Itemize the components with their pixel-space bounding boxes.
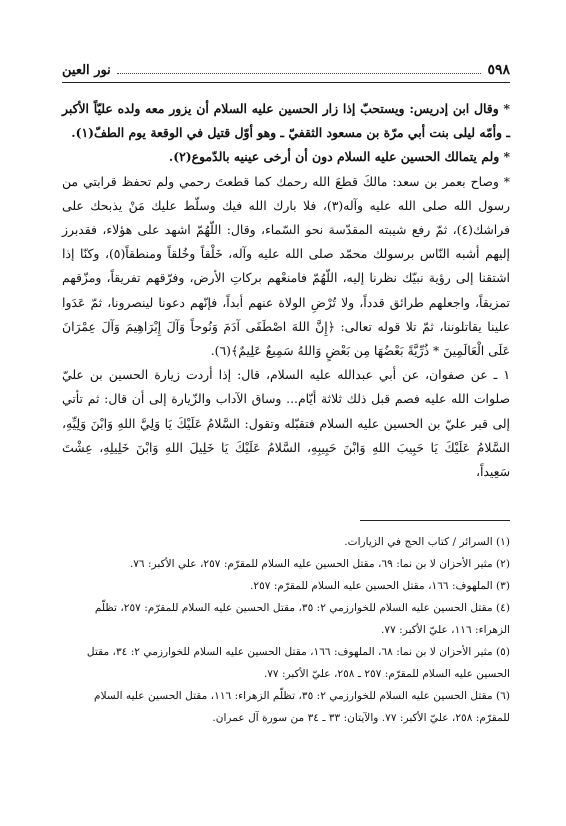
footnote: (١) السرائر / كتاب الحج في الزيارات. — [344, 536, 510, 549]
main-text — [62, 97, 510, 484]
book-title: نور العين — [62, 63, 111, 78]
footnote-separator — [360, 520, 510, 521]
paragraph-tears: * ولم يتمالك الحسين عليه السلام دون أن أرخى عينيه بالدّموع(٢). — [168, 149, 510, 165]
header-dot-leader — [117, 72, 482, 74]
running-header — [62, 62, 510, 83]
footnote: (٥) مثير الأحزان لا بن نما: ٦٨، الملهوف: ١٦٦، مقتل الحسين عليه السلام للخوارزمي ٢: ٣٤، مقتل الحسين عليه السلام للمقرّم: ٢٥٧ ـ ٢٥٨، عليّ الأكبر: ٧٧. — [86, 646, 510, 681]
footnote: (٤) مقتل الحسين عليه السلام للخوارزمي ٢: ٣٥، مقتل الحسين عليه السلام للمقرّم: ٢٥٧، تظلّم الزهراء: ١١٦، عليّ الأكبر: ٧٧. — [94, 602, 510, 637]
footnote: (٦) مقتل الحسين عليه السلام للخوارزمي ٢: ٣٥، تظلّم الزهراء: ١١٦، مقتل الحسين عليه السلام للمقرّم: ٢٥٨، عليّ الأكبر: ٧٧. والآيتان: ٣٣ ـ ٣٤ من سورة آل عمران. — [94, 690, 510, 725]
paragraph-safwan-narration: ١ ـ عن صفوان، عن أبي عبدالله عليه السلام، قال: إذا أردت زيارة الحسين بن عليّ صلوات الله عليه فصم قبل ذلك ثلاثة أيّام... وساق الآداب والزّيارة إلى أن قال: ثم تأتي إلى قبر عليّ بن الحسين عليه السلام فتقبّله وتقول: السَّلامُ عَلَيْكَ يَا وَلِيَّ اللهِ وَابْنَ وَلِيِّهِ، السَّلامُ عَلَيْكَ يَا حَبِيبَ اللهِ وَابْنَ حَبِيبِهِ، السَّلامُ عَلَيْكَ يَا خَلِيلَ اللهِ وَابْنَ خَلِيلِهِ، عِشْتَ سَعِيداً، — [62, 367, 510, 480]
footnote: (٣) الملهوف: ١٦٦، مقتل الحسين عليه السلام للمقرّم: ٢٥٧. — [250, 580, 510, 593]
paragraph-umar-ibn-saad: * وصاح بعمر بن سعد: مالكَ قطعَ الله رحمك كما قطعتَ رحمي ولم تحفظ قرابتي من رسول الله صلى الله عليه وآله(٣)، فلا بارك الله فيك وسلّط عليك مَنْ يذبحك على فراشك(٤)، ثمّ رفع شيبته المقدّسة نحو السّماء، وقال: اللّهُمّ اشهد على هؤلاء، فقدبرز إليهم أشبه النّاس برسولك محمّد صلى الله عليه وآله، خَلْقاً وخُلقاً ومنطقاً(٥)، وكنّا إذا اشتقنا إلى رؤية نبيّك نظرنا إليه، اللّهُمّ فامنعْهم بركاتِ الأرض، وفرّقهم تفريقاً، ومزّقهم تمزيقاً، واجعلهم طرائق قدداً، ولا تُرْضِ الولاة عنهم أبداً، فإنّهم دعونا لينصرونا، ثمّ عَدَوا علينا يقاتلوننا، ثمّ تلا قوله تعالى: ﴿إِنَّ اللهَ اصْطَفَى آدَمَ وَنُوحاً وَآلَ إِبْرَاهِيمَ وَآلَ عِمْرَانَ عَلَى الْعَالَمِينَ * ذُرِّيَّةً بَعْضُهَا مِن بَعْضٍ وَاللهُ سَمِيعٌ عَلِيمٌ﴾(٦). — [62, 173, 510, 359]
footnotes — [62, 531, 510, 729]
paragraph-ibn-idris: * وقال ابن إدريس: ويستحبّ إذا زار الحسين عليه السلام أن يزور معه ولده عليّاً الأكبر ـ وأمّه ليلى بنت أبي مرّة بن مسعود الثقفيّ ـ وهو أوّل قتيل في الوقعة يوم الطفّ(١). — [62, 101, 510, 141]
footnote: (٢) مثير الأحزان لا بن نما: ٦٩، مقتل الحسين عليه السلام للمقرّم: ٢٥٧، علي الأكبر: ٧٦. — [129, 558, 510, 571]
page-number: ٥٩٨ — [487, 62, 510, 78]
